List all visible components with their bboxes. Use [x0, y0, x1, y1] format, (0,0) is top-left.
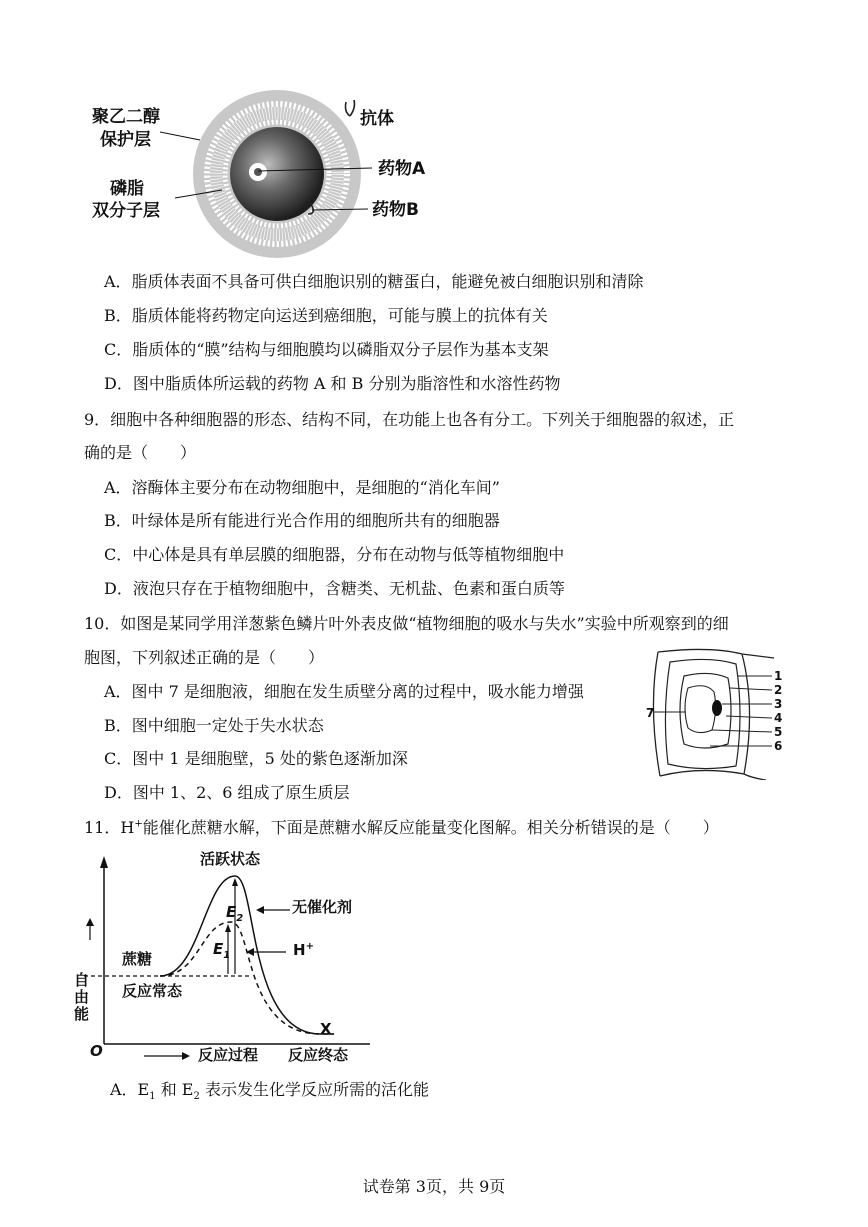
q8-option-d: D．图中脂质体所运载的药物 A 和 B 分别为脂溶性和水溶性药物: [104, 374, 561, 393]
cell-label-3: 3: [774, 697, 783, 711]
label-peg-line2: 保护层: [100, 130, 151, 150]
label-drug-b: 药物B: [372, 200, 419, 220]
e2-arrow-head: [232, 878, 238, 886]
chart-e2-main: E: [226, 903, 237, 921]
vacuole: [685, 686, 716, 733]
e1-arrow-head: [225, 924, 231, 932]
x-direction-arrow-head: [182, 1052, 190, 1060]
series-line-catalyzed: [160, 922, 334, 1034]
chart-peak-label: 活跃状态: [200, 850, 261, 868]
q11-stem: [84, 816, 719, 840]
q8-option-a: A．脂质体表面不具备可供白细胞识别的糖蛋白，能避免被白细胞识别和清除: [104, 272, 644, 291]
q10-option-c: C．图中 1 是细胞壁，5 处的紫色逐渐加深: [104, 749, 408, 768]
neighbor-cell-walls: [653, 649, 774, 780]
q11-option-a-part1: A．E: [110, 1080, 150, 1099]
protoplast-membrane: [680, 673, 731, 748]
uncatalyzed-pointer-head: [256, 906, 264, 914]
q9-option-a: A．溶酶体主要分布在动物细胞中，是细胞的“消化车间”: [104, 478, 500, 497]
chart-e1-main: E: [213, 940, 224, 958]
page-footer: 试卷第 3页，共 9页: [362, 1177, 506, 1196]
y-axis-arrow: [100, 856, 108, 868]
q10-option-d: D．图中 1、2、6 组成了原生质层: [104, 783, 350, 802]
q11-option-a-part2: 和 E: [155, 1080, 194, 1099]
q9-option-b: B．叶绿体是所有能进行光合作用的细胞所共有的细胞器: [104, 511, 500, 530]
q8-option-c: C．脂质体的“膜”结构与细胞膜均以磷脂双分子层作为基本支架: [104, 340, 549, 359]
q9-stem-line1: 9．细胞中各种细胞器的形态、结构不同，在功能上也各有分工。下列关于细胞器的叙述，正: [84, 410, 735, 429]
label-antibody: 抗体: [360, 109, 394, 129]
chart-xlabel: 反应过程: [198, 1046, 259, 1064]
q11-option-a-sub1: 1: [149, 1091, 156, 1103]
chart-ylabel: 自由能: [74, 971, 90, 1023]
chart-legend-catalyzed-plus: +: [305, 941, 314, 952]
chart-legend-catalyzed: [293, 941, 314, 959]
q11-stem-prefix: 11．H: [84, 818, 135, 837]
chart-legend-catalyzed-h: H: [293, 941, 306, 959]
chart-origin-label: O: [90, 1042, 103, 1060]
label-lipid-line2: 双分子层: [92, 201, 160, 221]
cell-label-6: 6: [774, 739, 783, 753]
cell-label-2: 2: [774, 683, 783, 697]
chart-e2-label: [226, 903, 244, 924]
label-lipid-line1: 磷脂: [110, 179, 144, 199]
label-peg-line1: 聚乙二醇: [92, 107, 160, 127]
q11-stem-rest: 能催化蔗糖水解，下面是蔗糖水解反应能量变化图解。相关分析错误的是（ ）: [142, 818, 719, 837]
chart-legend-uncatalyzed: 无催化剂: [292, 898, 353, 916]
nucleus: [712, 700, 722, 716]
q9-option-c: C．中心体是具有单层膜的细胞器，分布在动物与低等植物细胞中: [104, 545, 565, 564]
cell-label-5: 5: [774, 725, 783, 739]
label-drug-a: 药物A: [378, 159, 426, 179]
chart-final-state-label: 反应终态: [288, 1046, 349, 1064]
q9-option-d: D．液泡只存在于植物细胞中，含糖类、无机盐、色素和蛋白质等: [104, 579, 565, 598]
q11-stem-sup: +: [134, 818, 143, 830]
q10-option-a: A．图中 7 是细胞液，细胞在发生质壁分离的过程中，吸水能力增强: [104, 682, 584, 701]
chart-e1-label: [213, 940, 231, 961]
q11-option-a: [110, 1078, 429, 1102]
chart-e2-sub: 2: [236, 913, 244, 924]
catalyzed-pointer-head: [246, 948, 254, 956]
q11-option-a-part3: 表示发生化学反应所需的活化能: [199, 1080, 429, 1099]
q10-stem-line2: 胞图，下列叙述正确的是（ ）: [84, 648, 325, 667]
chart-ground-state-label: 反应常态: [122, 982, 183, 1000]
q9-stem-line2: 确的是（ ）: [84, 443, 197, 462]
chart-product-label: X: [320, 1020, 332, 1038]
cell-label-7: 7: [646, 706, 655, 720]
q8-option-b: B．脂质体能将药物定向运送到癌细胞，可能与膜上的抗体有关: [104, 306, 548, 325]
chart-reactant-label: 蔗糖: [122, 950, 153, 968]
y-direction-arrow-head: [86, 918, 94, 926]
cell-wall-inner: [665, 659, 740, 768]
q11-option-a-sub2: 2: [193, 1091, 200, 1103]
q10-stem-line1: 10．如图是某同学用洋葱紫色鳞片叶外表皮做“植物细胞的吸水与失水”实验中所观察到的细: [84, 614, 729, 633]
cell-label-1: 1: [774, 669, 783, 683]
q10-option-b: B．图中细胞一定处于失水状态: [104, 716, 324, 735]
chart-e1-sub: 1: [223, 950, 231, 961]
cell-label-4: 4: [774, 711, 783, 725]
